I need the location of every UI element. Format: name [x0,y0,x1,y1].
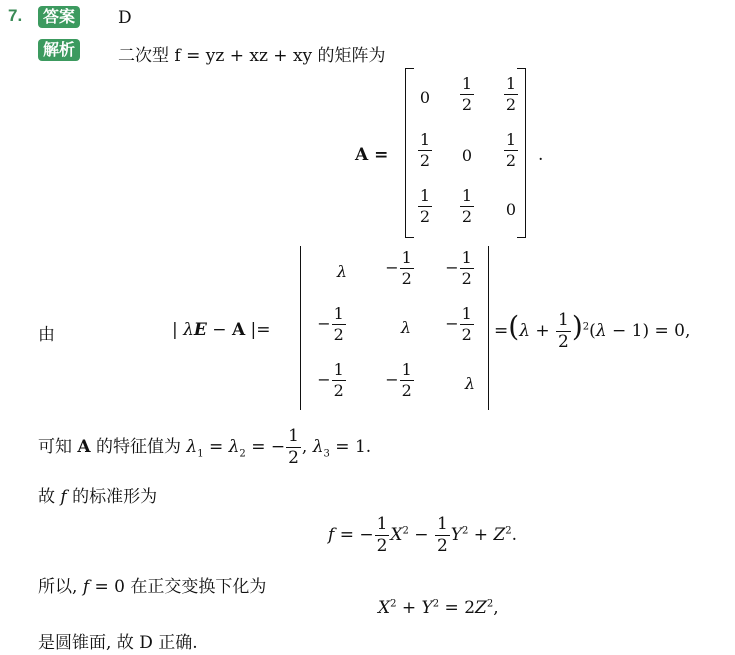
a12: $\frac{1}{2}$ [461,74,473,114]
transform-intro: 所以, f = 0 在正交变换下化为 [38,577,267,597]
matrix-end: . [538,145,544,165]
analysis-tag: 解析 [38,39,80,61]
question-number: 7. [8,6,23,25]
a23: $\frac{1}{2}$ [505,130,517,170]
a21: $\frac{1}{2}$ [419,130,431,170]
a32: $\frac{1}{2}$ [461,186,473,226]
transform-eq: $X^2 + Y^2 = 2Z^2$, [378,598,499,618]
eigen-line: 可知 A 的特征值为 $\lambda_1 = \lambda_2$ = − $\frac{1}{2}$ , $\lambda_3 = 1$. [38,426,372,468]
a13: $\frac{1}{2}$ [505,74,517,114]
standard-intro: 故 f 的标准形为 [38,487,158,507]
d32: − $\frac{1}{2}$ [385,360,412,400]
a33: 0 [505,200,517,219]
det-rhs: =(λ + $\frac{1}{2}$ )$^2$(λ − 1) = 0, [494,310,691,352]
matrix-a [405,68,535,238]
determinant-matrix [300,246,492,410]
d13: − $\frac{1}{2}$ [445,248,472,288]
d21: − $\frac{1}{2}$ [317,304,344,344]
det-prefix: 由 [38,325,55,345]
answer-tag: 答案 [38,6,80,28]
d31: − $\frac{1}{2}$ [317,360,344,400]
d23: − $\frac{1}{2}$ [445,304,472,344]
a31: $\frac{1}{2}$ [419,186,431,226]
conclusion: 是圆锥面, 故 D 正确. [38,633,198,653]
answer-value: D [118,8,132,28]
matrix-label: A = [355,145,389,165]
a22: 0 [461,146,473,165]
d33: λ [464,374,476,393]
d22: λ [400,318,412,337]
d12: − $\frac{1}{2}$ [385,248,412,288]
analysis-intro: 二次型 f = yz + xz + xy 的矩阵为 [118,46,386,66]
d11: λ [336,262,348,281]
det-lhs: | λE − A |= [172,320,271,340]
standard-form: f = − $\frac{1}{2}$ $X^2$ − $\frac{1}{2}$ $Y^2 + Z^2$. [328,514,518,556]
a11: 0 [419,88,431,107]
